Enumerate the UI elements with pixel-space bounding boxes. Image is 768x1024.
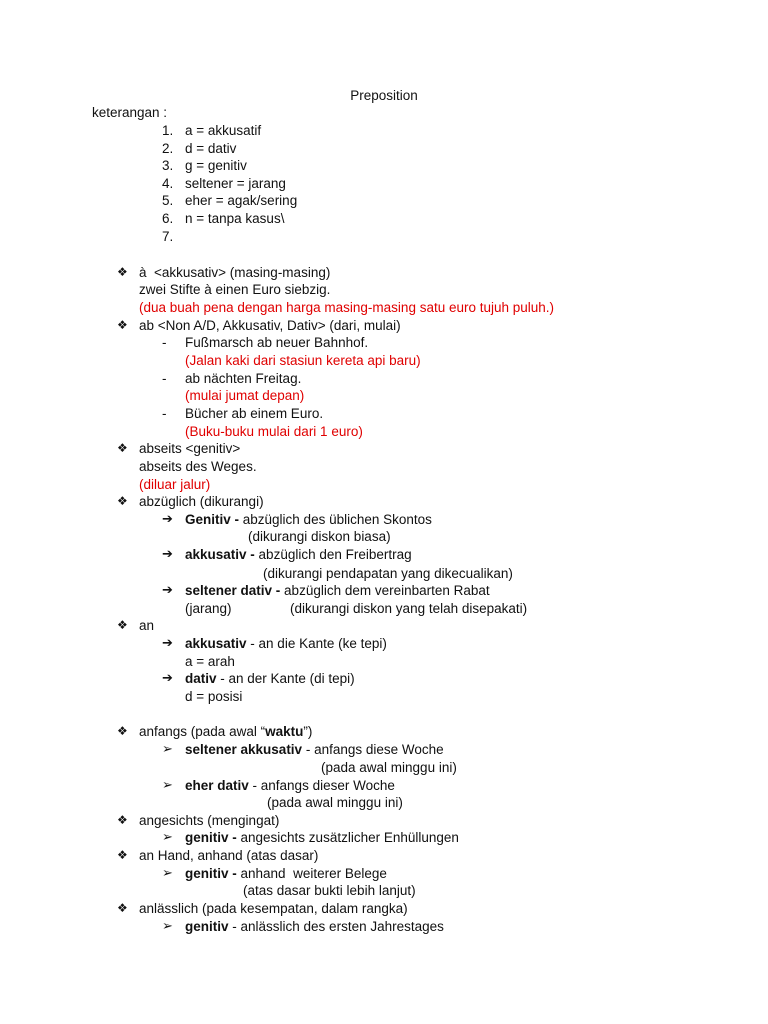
entry-translation: (Jalan kaki dari stasiun kereta api baru) — [185, 353, 421, 368]
arrowhead-bullet-icon: ➢ — [162, 919, 173, 934]
entry-heading: abseits <genitiv> — [139, 441, 241, 456]
arrow-bullet-icon: ➔ — [162, 671, 173, 686]
diamond-bullet-icon: ❖ — [117, 901, 128, 915]
heading-emphasis: waktu — [265, 724, 304, 739]
legend-item: seltener = jarang — [185, 176, 286, 191]
case-example: - anlässlich des ersten Jahrestages — [228, 919, 444, 934]
entry-heading: angesichts (mengingat) — [139, 813, 280, 828]
page-title: Preposition — [350, 88, 418, 103]
entry-example: zwei Stifte à einen Euro siebzig. — [139, 282, 331, 297]
entry-example: Fußmarsch ab neuer Bahnhof. — [185, 335, 369, 350]
case-label: seltener akkusativ — [185, 742, 303, 757]
legend-number: 1. — [162, 123, 174, 138]
case-example: abzüglich den Freibertrag — [254, 547, 412, 562]
case-label: genitiv - — [185, 830, 237, 845]
arrow-bullet-icon: ➔ — [162, 512, 173, 527]
diamond-bullet-icon: ❖ — [117, 848, 128, 862]
heading-text: anfangs (pada awal “ — [139, 724, 266, 739]
arrowhead-bullet-icon: ➢ — [162, 778, 173, 793]
legend-item: g = genitiv — [185, 158, 247, 173]
dash-bullet: - — [162, 406, 167, 421]
diamond-bullet-icon: ❖ — [117, 724, 128, 738]
case-meaning: (pada awal minggu ini) — [267, 795, 403, 810]
arrow-bullet-icon: ➔ — [162, 636, 173, 651]
entry-translation: (diluar jalur) — [139, 477, 211, 492]
case-note: (jarang) — [185, 601, 232, 616]
legend-number: 3. — [162, 158, 174, 173]
arrow-bullet-icon: ➔ — [162, 547, 173, 562]
entry-heading: abzüglich (dikurangi) — [139, 494, 264, 509]
legend-item: n = tanpa kasus\ — [185, 211, 285, 226]
case-line — [185, 511, 432, 528]
entry-heading: à <akkusativ> (masing-masing) — [139, 265, 331, 280]
dash-bullet: - — [162, 335, 167, 350]
entry-translation: (mulai jumat depan) — [185, 388, 305, 403]
case-label: Genitiv - — [185, 512, 240, 527]
diamond-bullet-icon: ❖ — [117, 813, 128, 827]
entry-heading: ab <Non A/D, Akkusativ, Dativ> (dari, mulai) — [139, 318, 401, 333]
case-meaning: (pada awal minggu ini) — [321, 760, 457, 775]
entry-heading: an Hand, anhand (atas dasar) — [139, 848, 319, 863]
case-meaning: (dikurangi pendapatan yang dikecualikan) — [263, 566, 513, 581]
case-example: abzüglich des üblichen Skontos — [239, 512, 432, 527]
case-meaning: (dikurangi diskon yang telah disepakati) — [290, 601, 528, 616]
dash-bullet: - — [162, 371, 167, 386]
arrow-bullet-icon: ➔ — [162, 583, 173, 598]
arrowhead-bullet-icon: ➢ — [162, 830, 173, 845]
diamond-bullet-icon: ❖ — [117, 494, 128, 508]
diamond-bullet-icon: ❖ — [117, 318, 128, 332]
case-line — [185, 777, 395, 794]
case-example: - an der Kante (di tepi) — [216, 671, 355, 686]
heading-text: ”) — [303, 724, 313, 739]
case-example: - an die Kante (ke tepi) — [246, 636, 387, 651]
entry-example: Bücher ab einem Euro. — [185, 406, 324, 421]
case-meaning: d = posisi — [185, 689, 243, 704]
case-example: abzüglich dem vereinbarten Rabat — [280, 583, 490, 598]
arrowhead-bullet-icon: ➢ — [162, 742, 173, 757]
case-line — [185, 865, 387, 882]
legend-number: 4. — [162, 176, 174, 191]
case-example: - anfangs dieser Woche — [248, 778, 395, 793]
arrowhead-bullet-icon: ➢ — [162, 866, 173, 881]
case-label: akkusativ - — [185, 547, 255, 562]
entry-heading: anlässlich (pada kesempatan, dalam rangka) — [139, 901, 408, 916]
case-meaning: (atas dasar bukti lebih lanjut) — [243, 883, 416, 898]
case-meaning: a = arah — [185, 654, 235, 669]
entry-heading — [139, 723, 312, 740]
case-example: - anfangs diese Woche — [302, 742, 444, 757]
case-line — [185, 546, 412, 563]
diamond-bullet-icon: ❖ — [117, 265, 128, 279]
case-line — [185, 918, 444, 935]
entry-example: abseits des Weges. — [139, 459, 257, 474]
entry-example: ab nächten Freitag. — [185, 371, 302, 386]
case-line — [185, 635, 387, 652]
case-label: seltener dativ - — [185, 583, 281, 598]
entry-heading: an — [139, 618, 155, 633]
case-line — [185, 670, 355, 687]
legend-label: keterangan : — [92, 105, 168, 120]
legend-number: 6. — [162, 211, 174, 226]
legend-item: d = dativ — [185, 141, 237, 156]
case-label: genitiv — [185, 919, 229, 934]
diamond-bullet-icon: ❖ — [117, 618, 128, 632]
entry-translation: (dua buah pena dengan harga masing-masing satu euro tujuh puluh.) — [139, 300, 555, 315]
entry-translation: (Buku-buku mulai dari 1 euro) — [185, 424, 363, 439]
legend-number: 7. — [162, 229, 174, 244]
legend-item: eher = agak/sering — [185, 193, 298, 208]
legend-number: 2. — [162, 141, 174, 156]
case-line — [185, 582, 490, 599]
case-meaning: (dikurangi diskon biasa) — [248, 529, 391, 544]
case-label: genitiv - — [185, 866, 237, 881]
case-line — [185, 829, 459, 846]
diamond-bullet-icon: ❖ — [117, 441, 128, 455]
case-label: akkusativ — [185, 636, 247, 651]
legend-number: 5. — [162, 193, 174, 208]
case-example: angesichts zusätzlicher Enhüllungen — [236, 830, 459, 845]
legend-item: a = akkusatif — [185, 123, 262, 138]
case-label: eher dativ — [185, 778, 249, 793]
case-line — [185, 741, 444, 758]
case-example: anhand weiterer Belege — [236, 866, 387, 881]
case-label: dativ — [185, 671, 217, 686]
